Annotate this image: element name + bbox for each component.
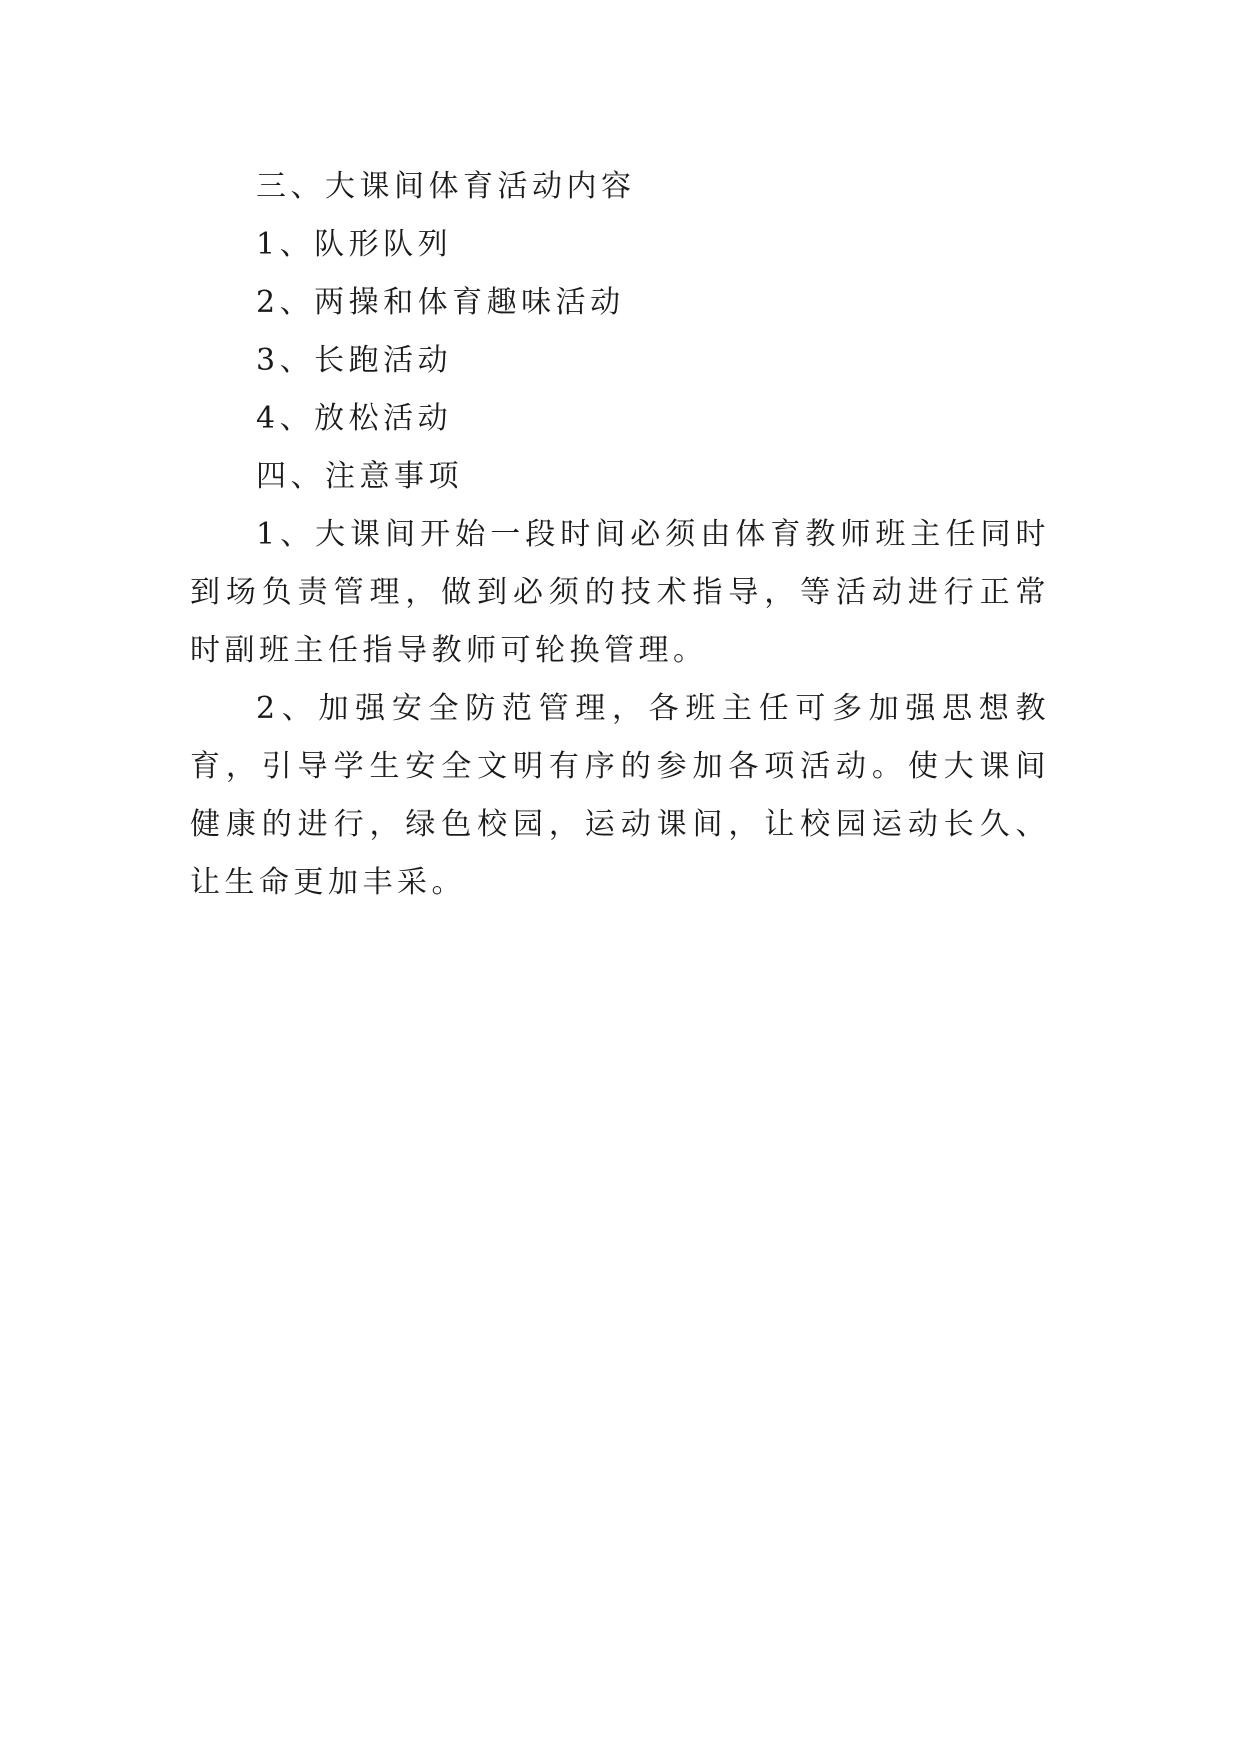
note-paragraph: 1、大课间开始一段时间必须由体育教师班主任同时到场负责管理，做到必须的技术指导，等活动进行正常时副班主任指导教师可轮换管理。 [190,517,1050,668]
section-heading: 四、注意事项 [256,459,463,494]
list-item: 4、放松活动 [256,401,453,436]
document-body [190,158,1050,912]
list-item: 1、队形队列 [256,227,453,262]
list-item: 3、长跑活动 [256,343,453,378]
section-heading: 三、大课间体育活动内容 [256,169,636,204]
note-paragraph: 2、加强安全防范管理，各班主任可多加强思想教育，引导学生安全文明有序的参加各项活动。使大课间健康的进行，绿色校园，运动课间，让校园运动长久、让生命更加丰采。 [190,691,1050,900]
list-item: 2、两操和体育趣味活动 [256,285,625,320]
